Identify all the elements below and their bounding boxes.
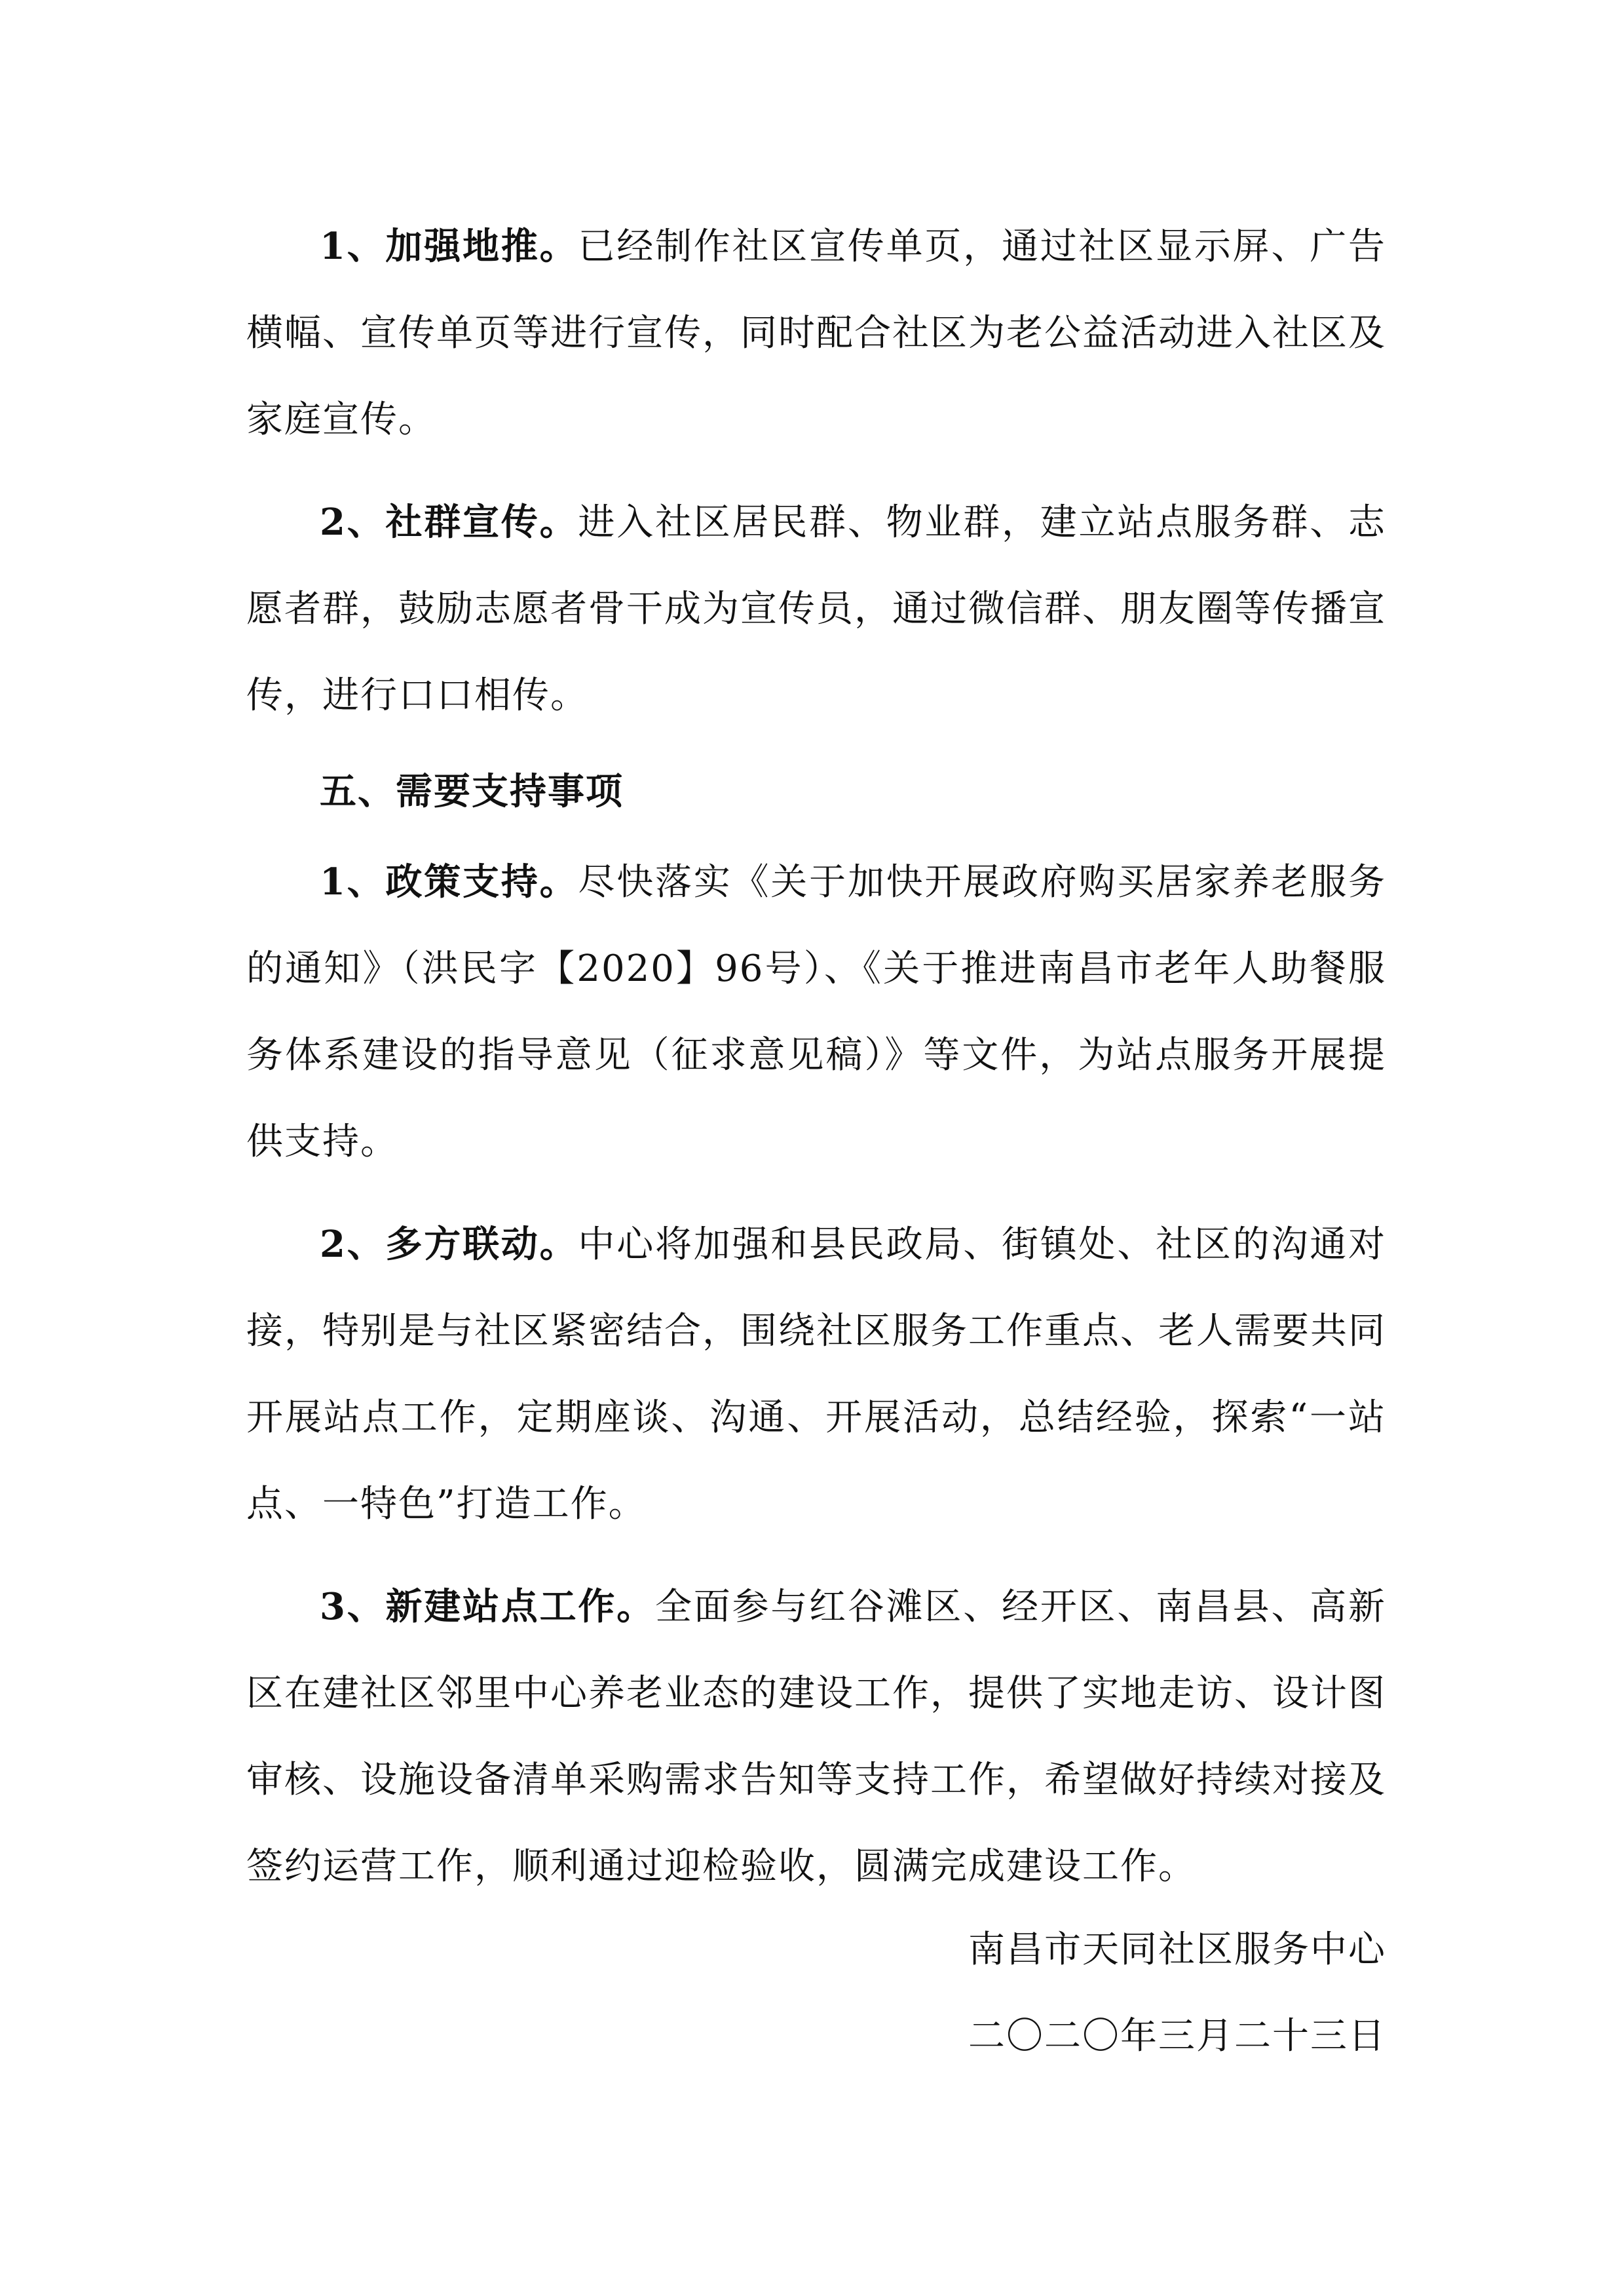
paragraph-lead: 2、社群宣传。 — [320, 501, 578, 544]
section-heading: 五、需要支持事项 — [320, 770, 624, 813]
signature-date: 二〇二〇年三月二十三日 — [968, 2015, 1386, 2057]
paragraph-lead: 1、政策支持。 — [320, 860, 578, 904]
paragraph-lead: 3、新建站点工作。 — [320, 1585, 655, 1628]
paragraph-multi-party — [246, 1201, 1386, 1548]
signature-organization: 南昌市天同社区服务中心 — [968, 1928, 1386, 1971]
paragraph-text: 尽快落实《关于加快开展政府购买居家养老服务的通知》（洪民字【2020】96号）、《关于推进南昌市老年人助餐服务体系建设的指导意见（征求意见稿）》等文件，为站点服务开展提供支持。 — [246, 861, 1387, 1163]
paragraph-text: 全面参与红谷滩区、经开区、南昌县、高新区在建社区邻里中心养老业态的建设工作，提供了实地走访、设计图审核、设施设备清单采购需求告知等支持工作，希望做好持续对接及签约运营工作，顺利通过迎检验收，圆满完成建设工作。 — [246, 1586, 1387, 1888]
paragraph-text: 中心将加强和县民政局、街镇处、社区的沟通对接，特别是与社区紧密结合，围绕社区服务工作重点、老人需要共同开展站点工作，定期座谈、沟通、开展活动，总结经验，探索“一站点、一特色”打造工作。 — [246, 1223, 1387, 1525]
paragraph-ground-promotion — [246, 203, 1386, 463]
paragraph-text: 进入社区居民群、物业群，建立站点服务群、志愿者群，鼓励志愿者骨干成为宣传员，通过微信群、朋友圈等传播宣传，进行口口相传。 — [246, 501, 1387, 717]
paragraph-community-groups — [246, 479, 1386, 739]
paragraph-lead: 1、加强地推。 — [320, 225, 578, 268]
paragraph-lead: 2、多方联动。 — [320, 1223, 578, 1266]
paragraph-new-stations — [246, 1563, 1386, 1910]
document-body — [246, 203, 1386, 1910]
paragraph-text: 已经制作社区宣传单页，通过社区显示屏、广告横幅、宣传单页等进行宣传，同时配合社区为老公益活动进入社区及家庭宣传。 — [246, 225, 1387, 441]
paragraph-policy-support — [246, 839, 1386, 1185]
